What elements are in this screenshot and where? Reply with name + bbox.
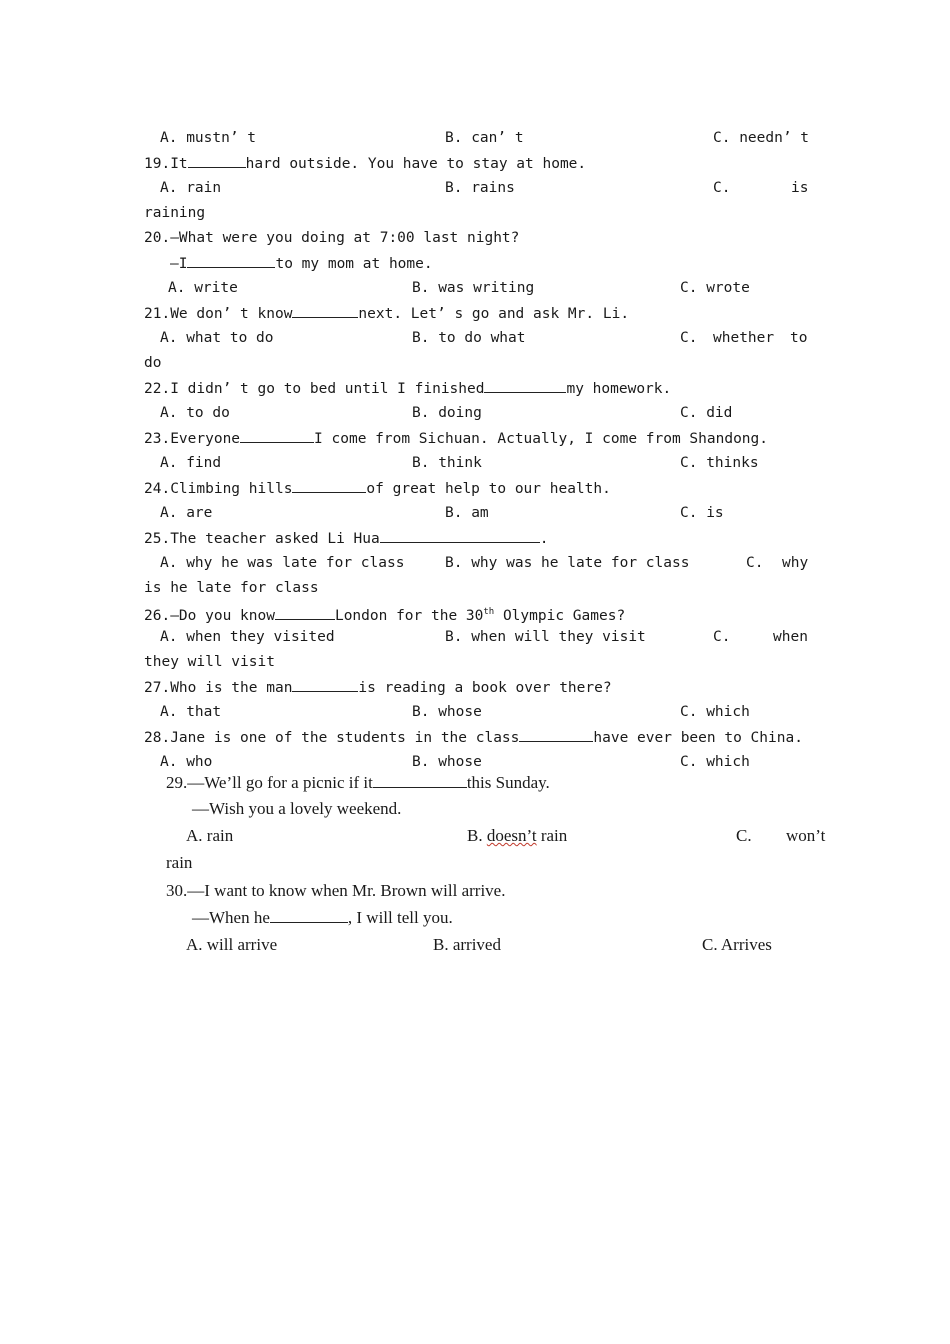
q29-number: 29. bbox=[166, 773, 188, 792]
q29-option-a: A. rain bbox=[186, 826, 234, 845]
q23-option-b: B. think bbox=[412, 455, 482, 471]
q29-option-c-cont: rain bbox=[166, 853, 193, 872]
q19-blank bbox=[188, 153, 246, 168]
q28-text-pre: Jane is one of the students in the class bbox=[170, 730, 520, 746]
q22-text-pre: I didn’ t go to bed until I finished bbox=[170, 381, 485, 397]
q26-superscript: th bbox=[483, 607, 495, 617]
q30-text: —I want to know when Mr. Brown will arrive. bbox=[187, 881, 506, 900]
q28-option-c: C. which bbox=[680, 754, 750, 770]
q29-text-post: this Sunday. bbox=[466, 773, 550, 792]
q19-option-c-label: C. bbox=[713, 180, 731, 196]
q21-option-c-label: C. bbox=[680, 330, 698, 346]
q29-option-b-word: doesn’t bbox=[486, 826, 537, 845]
q25-text-pre: The teacher asked Li Hua bbox=[170, 531, 380, 547]
q27-text-pre: Who is the man bbox=[170, 680, 293, 696]
q24-number: 24. bbox=[144, 481, 171, 497]
q30-option-a: A. will arrive bbox=[186, 935, 278, 954]
q25-option-a: A. why he was late for class bbox=[160, 555, 405, 571]
q27-question bbox=[144, 677, 612, 698]
q26-option-b: B. when will they visit bbox=[445, 629, 646, 645]
q25-option-c-word: why bbox=[782, 555, 809, 571]
q22-blank bbox=[484, 378, 566, 393]
q26-option-c-cont: they will visit bbox=[144, 654, 275, 670]
q29-blank bbox=[373, 772, 467, 788]
q29-option-b-rest: rain bbox=[540, 826, 568, 845]
q25-text-post: . bbox=[539, 531, 549, 547]
q23-question bbox=[144, 428, 768, 449]
q29-reply: —Wish you a lovely weekend. bbox=[192, 799, 402, 818]
q19-number: 19. bbox=[144, 156, 171, 172]
q22-option-a: A. to do bbox=[160, 405, 230, 421]
q25-question bbox=[144, 528, 548, 549]
q26-text-mid: London for the 30 bbox=[334, 607, 484, 624]
q20-response-post: to my mom at home. bbox=[275, 256, 433, 272]
q20-text: —What were you doing at 7:00 last night? bbox=[170, 230, 520, 246]
q26-option-a: A. when they visited bbox=[160, 629, 335, 645]
q26-option-c-label: C. bbox=[713, 629, 731, 645]
q29-option-b bbox=[467, 826, 567, 846]
q30-response bbox=[192, 907, 453, 928]
q25-option-c-cont: is he late for class bbox=[144, 580, 319, 596]
q25-blank bbox=[380, 528, 540, 543]
q20-option-b: B. was writing bbox=[412, 280, 535, 296]
q22-option-c: C. did bbox=[680, 405, 733, 421]
q21-option-a: A. what to do bbox=[160, 330, 274, 346]
q24-option-a: A. are bbox=[160, 505, 213, 521]
q19-text-post: hard outside. You have to stay at home. bbox=[245, 156, 587, 172]
q20-option-c: C. wrote bbox=[680, 280, 750, 296]
q27-number: 27. bbox=[144, 680, 171, 696]
q21-option-c-cont: do bbox=[144, 355, 162, 371]
q21-question bbox=[144, 303, 629, 324]
q20-response-pre: —I bbox=[170, 256, 188, 272]
q22-question bbox=[144, 378, 671, 399]
q26-blank bbox=[275, 605, 335, 620]
q24-option-b: B. am bbox=[445, 505, 489, 521]
q27-option-a: A. that bbox=[160, 704, 222, 720]
q19-text-pre: It bbox=[170, 156, 188, 172]
q23-text-post: I come from Sichuan. Actually, I come from Shandong. bbox=[314, 431, 768, 447]
q29-option-b-label: B. bbox=[467, 826, 483, 845]
q30-option-b: B. arrived bbox=[433, 935, 501, 954]
q29-question bbox=[166, 772, 550, 793]
q18-option-a: A. mustn’ t bbox=[160, 130, 257, 146]
q26-text-pre: —Do you know bbox=[170, 607, 275, 624]
q24-text-pre: Climbing hills bbox=[170, 481, 293, 497]
q28-text-post: have ever been to China. bbox=[593, 730, 803, 746]
q19-option-a: A. rain bbox=[160, 180, 222, 196]
q28-number: 28. bbox=[144, 730, 171, 746]
q30-response-post: , I will tell you. bbox=[347, 908, 453, 927]
q21-blank bbox=[292, 303, 358, 318]
q26-text-post: Olympic Games? bbox=[502, 607, 626, 624]
q21-option-c-word2: to bbox=[790, 330, 808, 346]
q30-number: 30. bbox=[166, 881, 188, 900]
q18-option-b: B. can’ t bbox=[445, 130, 524, 146]
q28-option-b: B. whose bbox=[412, 754, 482, 770]
q26-number: 26. bbox=[144, 607, 171, 624]
q20-option-a: A. write bbox=[168, 280, 238, 296]
q19-question bbox=[144, 153, 586, 174]
q19-option-c-word: is bbox=[791, 180, 809, 196]
q25-option-b: B. why was he late for class bbox=[445, 555, 690, 571]
q29-option-c-label: C. bbox=[736, 826, 752, 845]
q25-number: 25. bbox=[144, 531, 171, 547]
q18-option-c: C. needn’ t bbox=[713, 130, 810, 146]
q23-text-pre: Everyone bbox=[170, 431, 241, 447]
q24-text-post: of great help to our health. bbox=[366, 481, 611, 497]
q24-blank bbox=[292, 478, 366, 493]
q30-option-c: C. Arrives bbox=[702, 935, 772, 954]
q20-question bbox=[144, 228, 519, 248]
q20-number: 20. bbox=[144, 230, 171, 246]
q21-option-b: B. to do what bbox=[412, 330, 526, 346]
q20-response bbox=[170, 253, 433, 274]
q21-option-c-word1: whether bbox=[713, 330, 775, 346]
q28-option-a: A. who bbox=[160, 754, 213, 770]
q26-question bbox=[144, 602, 625, 626]
q21-text-pre: We don’ t know bbox=[170, 306, 293, 322]
q28-question bbox=[144, 727, 803, 748]
q30-question bbox=[166, 881, 505, 901]
q22-number: 22. bbox=[144, 381, 171, 397]
q20-blank bbox=[187, 253, 275, 268]
q23-option-c: C. thinks bbox=[680, 455, 759, 471]
q28-blank bbox=[519, 727, 593, 742]
q25-option-c-label: C. bbox=[746, 555, 764, 571]
q30-response-pre: —When he bbox=[192, 908, 270, 927]
q29-text-pre: —We’ll go for a picnic if it bbox=[187, 773, 373, 792]
q27-text-post: is reading a book over there? bbox=[358, 680, 612, 696]
q27-blank bbox=[292, 677, 358, 692]
q30-blank bbox=[270, 907, 348, 923]
q27-option-b: B. whose bbox=[412, 704, 482, 720]
q22-option-b: B. doing bbox=[412, 405, 482, 421]
q29-option-c-word: won’t bbox=[786, 826, 826, 845]
q21-number: 21. bbox=[144, 306, 171, 322]
q24-option-c: C. is bbox=[680, 505, 724, 521]
q19-option-b: B. rains bbox=[445, 180, 515, 196]
q23-number: 23. bbox=[144, 431, 171, 447]
q23-blank bbox=[240, 428, 314, 443]
q26-option-c-word: when bbox=[773, 629, 808, 645]
q21-text-post: next. Let’ s go and ask Mr. Li. bbox=[358, 306, 630, 322]
q23-option-a: A. find bbox=[160, 455, 222, 471]
q22-text-post: my homework. bbox=[566, 381, 672, 397]
q19-option-c-cont: raining bbox=[144, 205, 206, 221]
q27-option-c: C. which bbox=[680, 704, 750, 720]
q24-question bbox=[144, 478, 611, 499]
